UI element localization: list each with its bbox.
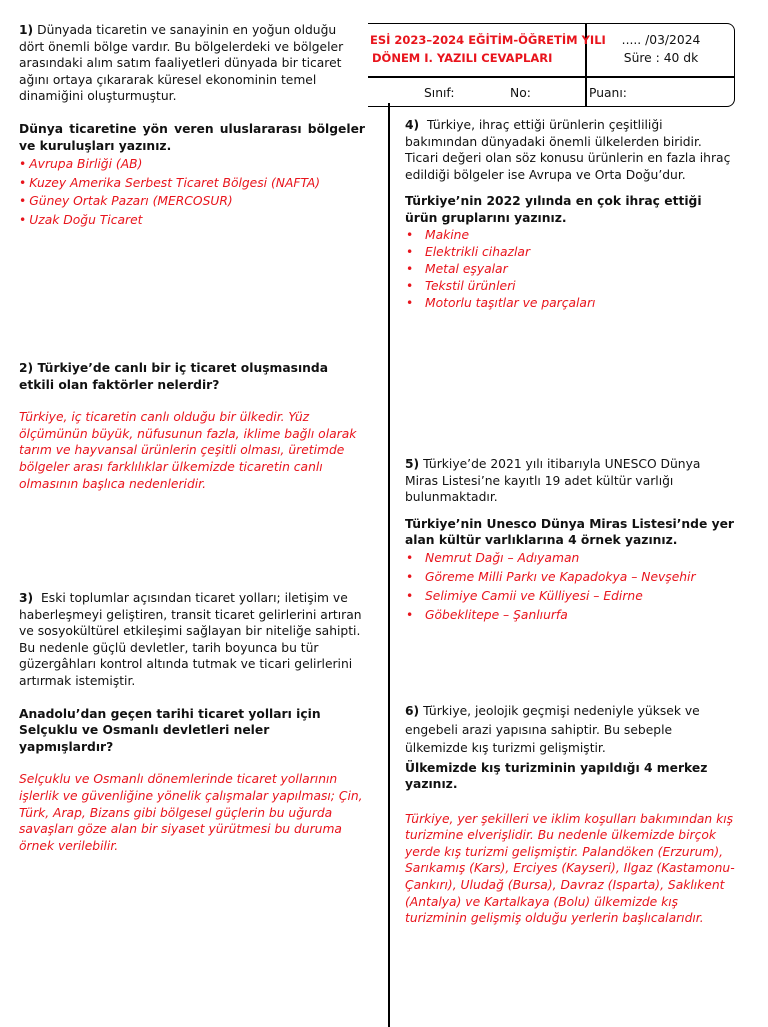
q1-text: 1) Dünyada ticaretin ve sanayinin en yoğun olduğu dört önemli bölge vardır. Bu bölgelerdeki ve bölgeler arasındaki alım satım faaliyetleri dünyada bir ticaret ağını ortaya çıkararak küresel ekonominin temel dinamiğini oluşturmuştur. <box>19 23 344 104</box>
list-item: • Göbeklitepe – Şanlıurfa <box>406 607 568 622</box>
list-item: • Uzak Doğu Ticaret <box>19 212 143 227</box>
q2-answer: Türkiye, iç ticaretin canlı olduğu bir ülkedir. Yüz ölçümünün büyük, nüfusunun fazla, iklime bağlı olarak tarım ve hayvansal ürünlerin çeşitli olması, üretimde bölgeler arası farklılıklar ülkemizde ticaretin canlı olmasının başlıca nedenleridir. <box>19 410 357 491</box>
q1-answer-list <box>19 155 365 229</box>
score-label: Puanı: <box>589 86 627 100</box>
question-3 <box>19 590 365 854</box>
list-item: • Avrupa Birliği (AB) <box>19 157 143 172</box>
exam-title-line2: DÖNEM I. YAZILI CEVAPLARI <box>372 51 553 65</box>
q3-text: 3) Eski toplumlar açısından ticaret yolları; iletişim ve haberleşmeyi geliştiren, transit ticaret gelirlerini artıran ve sosyokültürel etkileşimi sağlayan bir niteliğe sahipti. Bu nedenle güçlü devletler, tarih boyunca bu tür güzergâhları kontrol altında tutmak ve ticari gelirlerini artırmak istemiştir. <box>19 591 362 688</box>
q4-question: Türkiye’nin 2022 yılında en çok ihraç ettiği ürün gruplarını yazınız. <box>405 194 702 225</box>
q6-answer: Türkiye, yer şekilleri ve iklim koşulları bakımından kış turizmine elverişlidir. Bu nedenle ülkemizde birçok yerde kış turizmi gelişmiştir. Palandöken (Erzurum), Sarıkamış (Kars), Erciyes (Kayseri), Ilgaz (Kastamonu-Çankırı), Uludağ (Bursa), Davraz (Isparta), Saklıkent (Antalya) ve Kartalkaya (Bolu) ülkemizde kış turizminin gelişmiş olduğu yerlerin başlıcalarıdır. <box>405 811 735 926</box>
q2-question: 2) Türkiye’de canlı bir iç ticaret oluşmasında etkili olan faktörler nelerdir? <box>19 361 329 392</box>
header-divider-horizontal <box>368 76 735 78</box>
exam-title-line1: ESİ 2023–2024 EĞİTİM-ÖĞRETİM YILI <box>370 33 606 47</box>
list-item: • Makine <box>406 227 470 242</box>
q6-text: 6) Türkiye, jeolojik geçmişi nedeniyle yüksek ve engebeli arazi yapısına sahiptir. Bu sebeple ülkemizde kış turizmi gelişmiştir. <box>405 704 700 755</box>
column-divider <box>388 103 390 1027</box>
list-item: • Metal eşyalar <box>406 261 508 276</box>
q5-text: 5) Türkiye’de 2021 yılı itibarıyla UNESCO Dünya Miras Listesi’ne kayıtlı 19 adet kültür varlığı bulunmaktadır. <box>405 457 701 505</box>
q1-number: 1) <box>19 23 34 37</box>
list-item: • Göreme Milli Parkı ve Kapadokya – Nevşehir <box>406 569 696 584</box>
list-item: • Elektrikli cihazlar <box>406 244 530 259</box>
question-4 <box>405 117 735 311</box>
exam-duration: Süre : 40 dk <box>623 51 699 65</box>
q5-question: Türkiye’nin Unesco Dünya Miras Listesi’nde yer alan kültür varlıklarına 4 örnek yazınız. <box>405 516 734 548</box>
list-item: • Kuzey Amerika Serbest Ticaret Bölgesi (NAFTA) <box>19 175 321 190</box>
q3-question: Anadolu’dan geçen tarihi ticaret yolları için Selçuklu ve Osmanlı devletleri neler yapmışlardır? <box>19 706 321 754</box>
q4-answer-list <box>405 227 735 312</box>
list-item: • Selimiye Camii ve Külliyesi – Edirne <box>406 588 643 603</box>
list-item: • Motorlu taşıtlar ve parçaları <box>406 295 596 310</box>
q4-text: 4) Türkiye, ihraç ettiği ürünlerin çeşitliliği bakımından dünyadaki önemli ülkelerden biridir. Ticari değeri olan söz konusu ürünlerin en fazla ihraç edildiği bölgeler ise Avrupa ve Orta Doğu’dur. <box>405 118 731 182</box>
number-label: No: <box>510 86 531 100</box>
class-label: Sınıf: <box>424 86 455 100</box>
list-item: • Tekstil ürünleri <box>406 278 516 293</box>
question-1 <box>19 22 365 229</box>
exam-date: ..... /03/2024 <box>621 33 701 47</box>
q3-answer: Selçuklu ve Osmanlı dönemlerinde ticaret yollarının işlerlik ve güvenliğine yönelik çalışmalar yapılması; Çin, Türk, Arap, Bizans gibi bölgesel güçlerin bu uğurda savaşları göze alan bir siyaset yürütmesi bu duruma örnek verilebilir. <box>19 772 363 853</box>
question-6 <box>405 702 735 927</box>
q6-question: Ülkemizde kış turizminin yapıldığı 4 merkez yazınız. <box>405 760 708 792</box>
list-item: • Güney Ortak Pazarı (MERCOSUR) <box>19 194 233 209</box>
list-item: • Nemrut Dağı – Adıyaman <box>406 550 580 565</box>
q1-question: Dünya ticaretine yön veren uluslararası bölgeler ve kuruluşları yazınız. <box>19 121 365 153</box>
question-2 <box>19 360 365 492</box>
q5-answer-list <box>405 549 735 624</box>
question-5 <box>405 456 735 625</box>
